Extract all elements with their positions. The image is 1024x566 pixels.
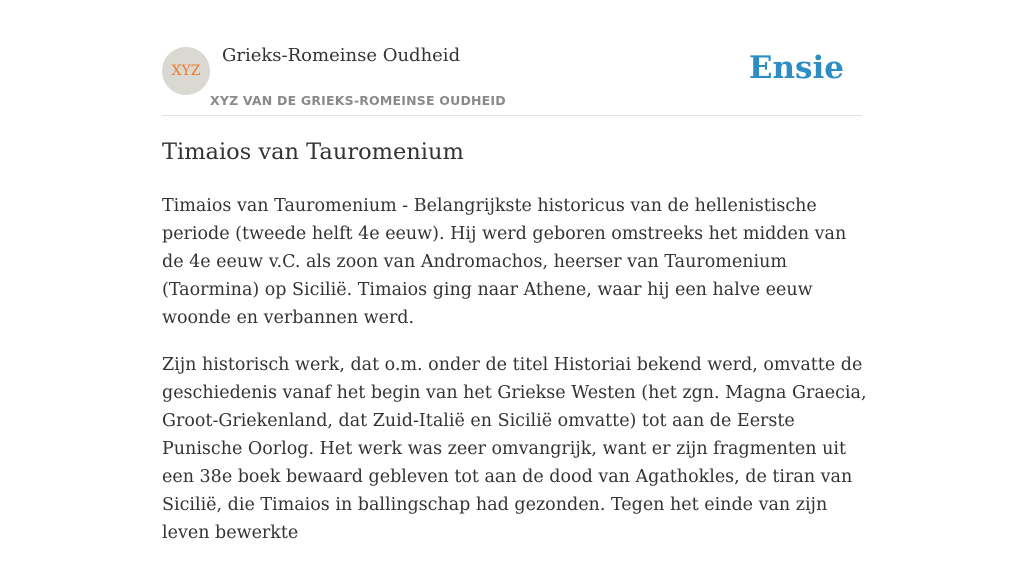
article-paragraph: Zijn historisch werk, dat o.m. onder de titel Historiai bekend werd, omvatte de geschiedenis vanaf het begin van het Griekse Westen (het zgn. Magna Graecia, Groot-Griekenland, dat Zuid-Italië en Sicilië omvatte) tot aan de Eerste Punische Oorlog. Het werk was zeer omvangrijk, want er zijn fragmenten uit een 38e boek bewaard gebleven tot aan de dood van Agathokles, de tiran van Sicilië, die Timaios in ballingschap had gezonden. Tegen het einde van zijn leven bewerkte (162, 355, 867, 543)
article-paragraph: Timaios van Tauromenium - Belangrijkste historicus van de hellenistische periode (tweede helft 4e eeuw). Hij werd geboren omstreeks het midden van de 4e eeuw v.C. als zoon van Andromachos, heerser van Tauromenium (Taormina) op Sicilië. Timaios ging naar Athene, waar hij een halve eeuw woonde en verbannen werd. (162, 196, 847, 328)
article-title: Timaios van Tauromenium (162, 139, 464, 165)
article-body (162, 192, 867, 566)
brand-logo-link[interactable]: Ensie (748, 50, 844, 86)
header (162, 0, 862, 116)
book-subtitle: XYZ VAN DE GRIEKS-ROMEINSE OUDHEID (210, 93, 506, 108)
book-title-link[interactable]: Grieks-Romeinse Oudheid (222, 45, 461, 66)
book-avatar[interactable]: XYZ (162, 47, 210, 95)
